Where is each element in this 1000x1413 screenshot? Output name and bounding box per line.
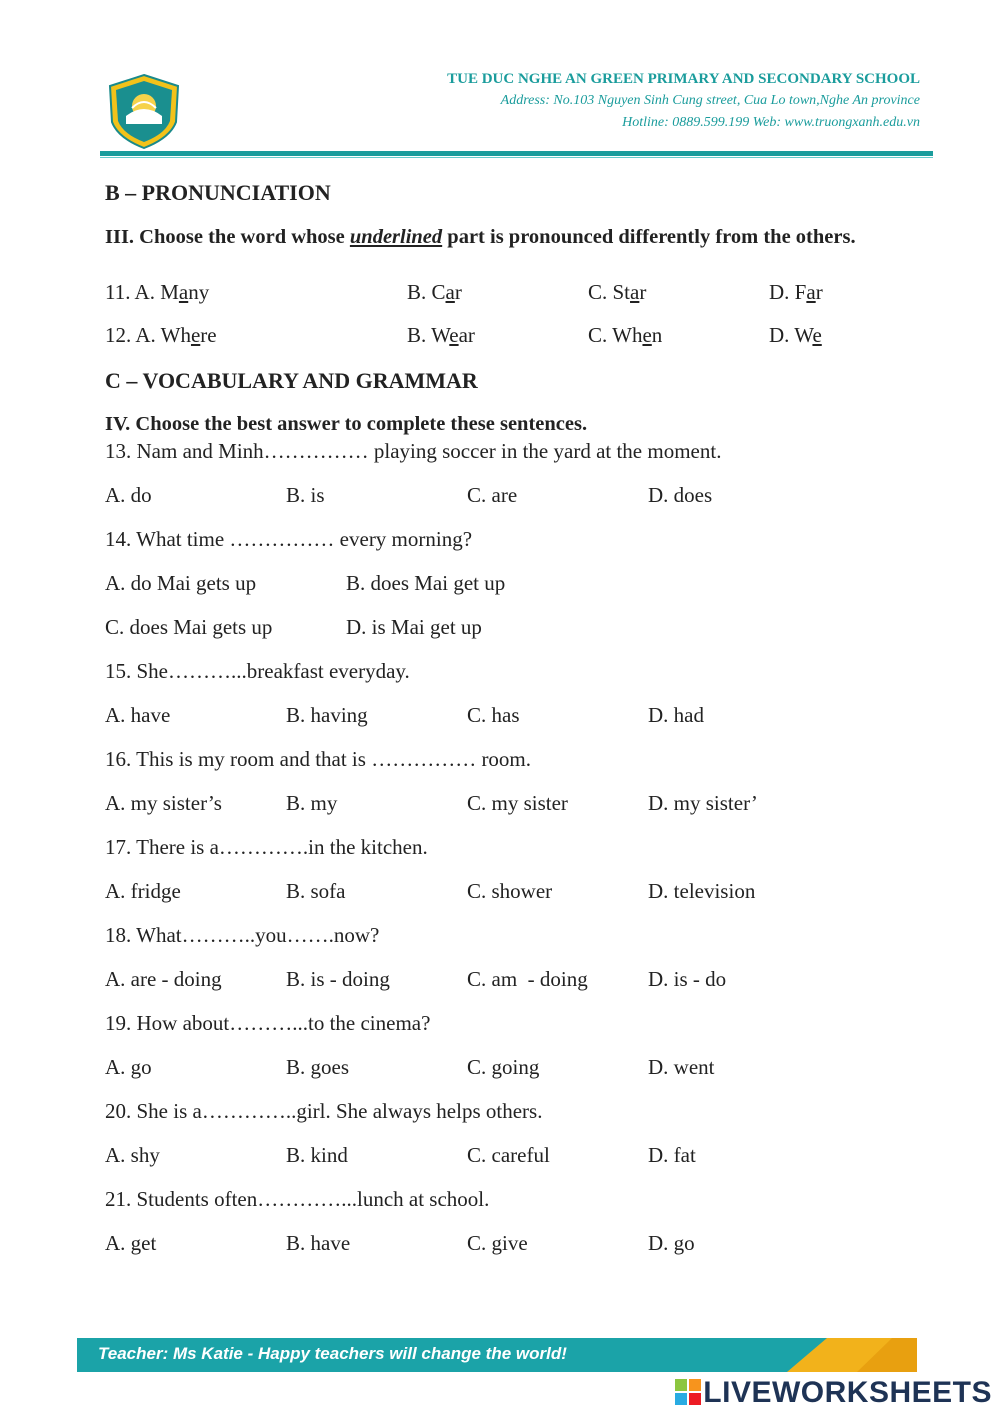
question-17: 17. There is a………….in the kitchen. <box>105 835 428 859</box>
q21-option-d[interactable]: D. go <box>648 1231 695 1255</box>
section-b-instruction: III. Choose the word whose underlined part is pronounced differently from the others. <box>105 226 856 248</box>
q19-option-d[interactable]: D. went <box>648 1055 715 1079</box>
question-21-options <box>105 1231 905 1259</box>
school-name: TUE DUC NGHE AN GREEN PRIMARY AND SECONDARY SCHOOL <box>447 71 920 87</box>
q17-option-d[interactable]: D. television <box>648 879 756 903</box>
q12-option-c: C. When <box>588 323 663 347</box>
q13-option-a[interactable]: A. do <box>105 483 152 507</box>
school-logo <box>104 72 184 150</box>
q18-option-b[interactable]: B. is - doing <box>286 967 390 991</box>
header-divider <box>100 151 933 156</box>
question-17-options <box>105 879 905 907</box>
q12-option-a: 12. A. Where <box>105 323 217 347</box>
q18-option-c[interactable]: C. am - doing <box>467 967 588 991</box>
q15-option-d[interactable]: D. had <box>648 703 704 727</box>
q13-option-c[interactable]: C. are <box>467 483 518 507</box>
q15-option-c[interactable]: C. has <box>467 703 520 727</box>
q11-option-a: 11. A. Many <box>105 280 210 304</box>
question-21: 21. Students often…………...lunch at school. <box>105 1187 490 1211</box>
question-18-options <box>105 967 905 995</box>
q14-option-a[interactable]: A. do Mai gets up <box>105 571 257 595</box>
q11-option-d: D. Far <box>769 280 823 304</box>
question-14-options-row1 <box>105 571 905 599</box>
q12-option-b: B. Wear <box>407 323 475 347</box>
question-14-options-row2 <box>105 615 905 643</box>
q19-option-a[interactable]: A. go <box>105 1055 152 1079</box>
q16-option-b[interactable]: B. my <box>286 791 338 815</box>
question-19: 19. How about………...to the cinema? <box>105 1011 431 1035</box>
q20-option-d[interactable]: D. fat <box>648 1143 696 1167</box>
footer-text: Teacher: Ms Katie - Happy teachers will change the world! <box>98 1344 567 1363</box>
question-16-options <box>105 791 905 819</box>
q16-option-a[interactable]: A. my sister’s <box>105 791 222 815</box>
section-c-title: C – VOCABULARY AND GRAMMAR <box>105 368 478 393</box>
q20-option-c[interactable]: C. careful <box>467 1143 550 1167</box>
q21-option-b[interactable]: B. have <box>286 1231 351 1255</box>
q20-option-b[interactable]: B. kind <box>286 1143 348 1167</box>
q17-option-c[interactable]: C. shower <box>467 879 553 903</box>
q11-option-b: B. Car <box>407 280 462 304</box>
q15-option-b[interactable]: B. having <box>286 703 368 727</box>
school-hotline: Hotline: 0889.599.199 Web: www.truongxanh.edu.vn <box>622 115 920 130</box>
q14-option-d[interactable]: D. is Mai get up <box>346 615 482 639</box>
q18-option-d[interactable]: D. is - do <box>648 967 727 991</box>
section-b-title: B – PRONUNCIATION <box>105 180 331 205</box>
question-14: 14. What time …………… every morning? <box>105 527 473 551</box>
question-20: 20. She is a…………..girl. She always helps others. <box>105 1099 543 1123</box>
q11-option-c: C. Star <box>588 280 647 304</box>
q20-option-a[interactable]: A. shy <box>105 1143 160 1167</box>
q12-option-d: D. We <box>769 323 822 347</box>
q17-option-b[interactable]: B. sofa <box>286 879 346 903</box>
liveworksheets-text: LIVEWORKSHEETS <box>703 1376 992 1409</box>
question-12 <box>105 323 905 351</box>
q21-option-c[interactable]: C. give <box>467 1231 528 1255</box>
question-11 <box>105 280 905 308</box>
section-c-instruction: IV. Choose the best answer to complete these sentences. <box>105 413 588 435</box>
q13-option-b[interactable]: B. is <box>286 483 325 507</box>
q19-option-c[interactable]: C. going <box>467 1055 540 1079</box>
question-13: 13. Nam and Minh…………… playing soccer in the yard at the moment. <box>105 439 722 463</box>
question-15-options <box>105 703 905 731</box>
header-divider-thin <box>100 157 933 158</box>
q16-option-d[interactable]: D. my sister’ <box>648 791 758 815</box>
question-19-options <box>105 1055 905 1083</box>
q15-option-a[interactable]: A. have <box>105 703 171 727</box>
liveworksheets-logo-icon <box>675 1379 701 1405</box>
question-16: 16. This is my room and that is …………… room. <box>105 747 532 771</box>
q13-option-d[interactable]: D. does <box>648 483 713 507</box>
footer-banner <box>77 1338 917 1372</box>
liveworksheets-watermark[interactable] <box>675 1376 992 1410</box>
question-20-options <box>105 1143 905 1171</box>
question-18: 18. What………..you…….now? <box>105 923 380 947</box>
question-15: 15. She………...breakfast everyday. <box>105 659 410 683</box>
q18-option-a[interactable]: A. are - doing <box>105 967 222 991</box>
school-address: Address: No.103 Nguyen Sinh Cung street, Cua Lo town,Nghe An province <box>500 93 920 108</box>
q19-option-b[interactable]: B. goes <box>286 1055 349 1079</box>
question-13-options <box>105 483 905 511</box>
q21-option-a[interactable]: A. get <box>105 1231 157 1255</box>
q17-option-a[interactable]: A. fridge <box>105 879 181 903</box>
q14-option-b[interactable]: B. does Mai get up <box>346 571 506 595</box>
q16-option-c[interactable]: C. my sister <box>467 791 568 815</box>
q14-option-c[interactable]: C. does Mai gets up <box>105 615 273 639</box>
footer-accent-shape <box>717 1338 917 1372</box>
